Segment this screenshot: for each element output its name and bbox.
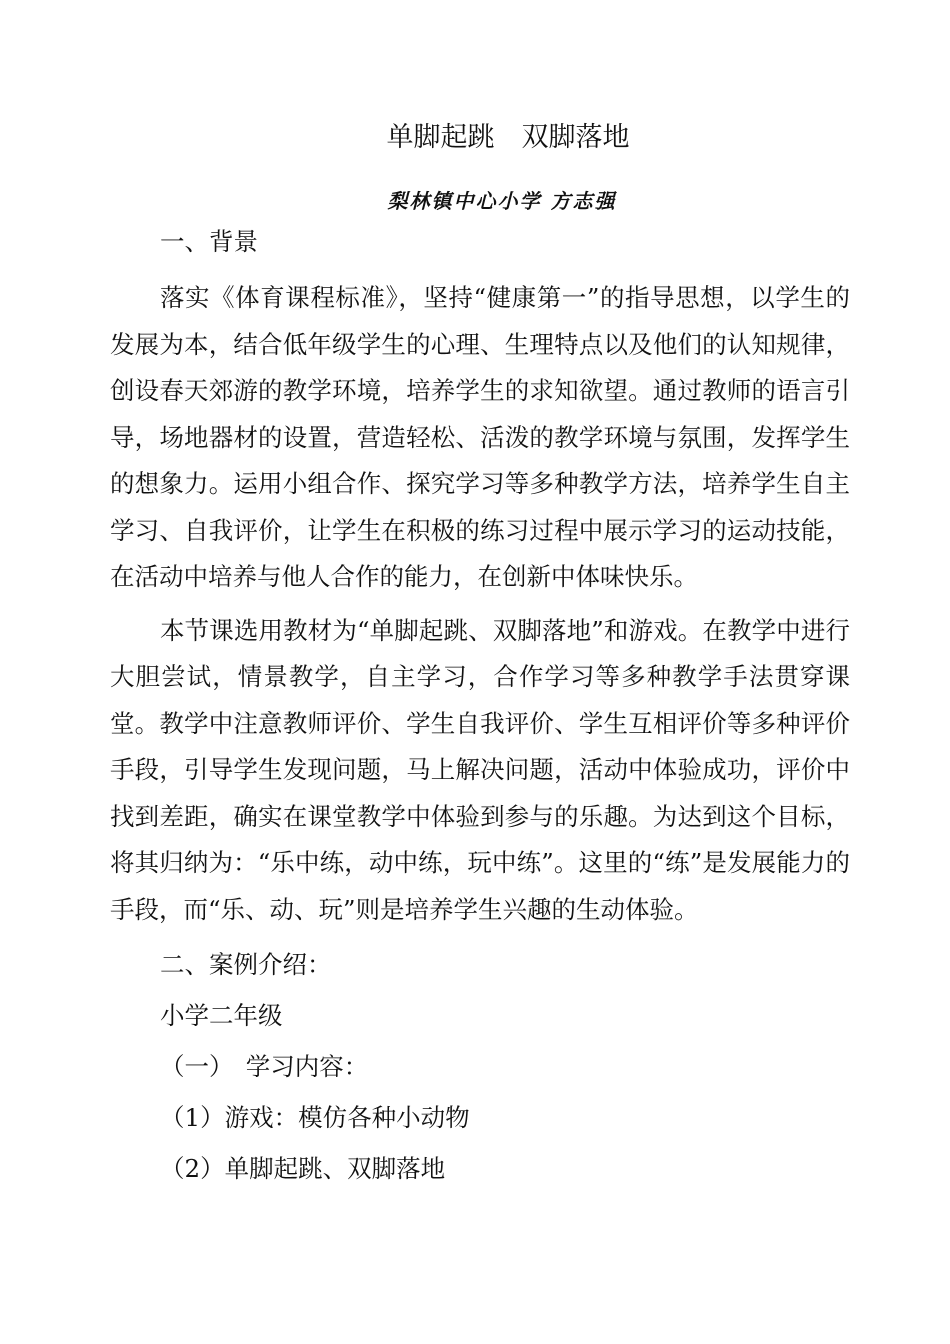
document-body xyxy=(110,222,850,1194)
section-heading-background: 一、背景 xyxy=(160,227,258,256)
subheading-content: （一） 学习内容： xyxy=(160,1052,369,1081)
grade-line: 小学二年级 xyxy=(160,1001,283,1030)
section-heading-case: 二、案例介绍： xyxy=(160,950,332,979)
author-line: 梨林镇中心小学 方志强 xyxy=(387,189,617,213)
list-item: （2）单脚起跳、双脚落地 xyxy=(160,1154,446,1183)
list-item: （1）游戏：模仿各种小动物 xyxy=(160,1103,470,1132)
paragraph-background-1: 落实《体育课程标准》，坚持“健康第一”的指导思想，以学生的发展为本，结合低年级学生的心理、生理特点以及他们的认知规律，创设春天郊游的教学环境，培养学生的求知欲望。通过教师的语言引导，场地器材的设置，营造轻松、活泼的教学环境与氛围，发挥学生的想象力。运用小组合作、探究学习等多种教学方法，培养学生自主学习、自我评价，让学生在积极的练习过程中展示学习的运动技能，在活动中培养与他人合作的能力，在创新中体味快乐。 xyxy=(110,283,850,591)
paragraph-background-2: 本节课选用教材为“单脚起跳、双脚落地”和游戏。在教学中进行大胆尝试，情景教学，自主学习，合作学习等多种教学手法贯穿课堂。教学中注意教师评价、学生自我评价、学生互相评价等多种评价手段，引导学生发现问题，马上解决问题，活动中体验成功，评价中找到差距，确实在课堂教学中体验到参与的乐趣。为达到这个目标，将其归纳为：“乐中练，动中练，玩中练”。这里的“练”是发展能力的手段，而“乐、动、玩”则是培养学生兴趣的生动体验。 xyxy=(110,615,850,924)
document-title: 单脚起跳 双脚落地 xyxy=(386,122,630,153)
